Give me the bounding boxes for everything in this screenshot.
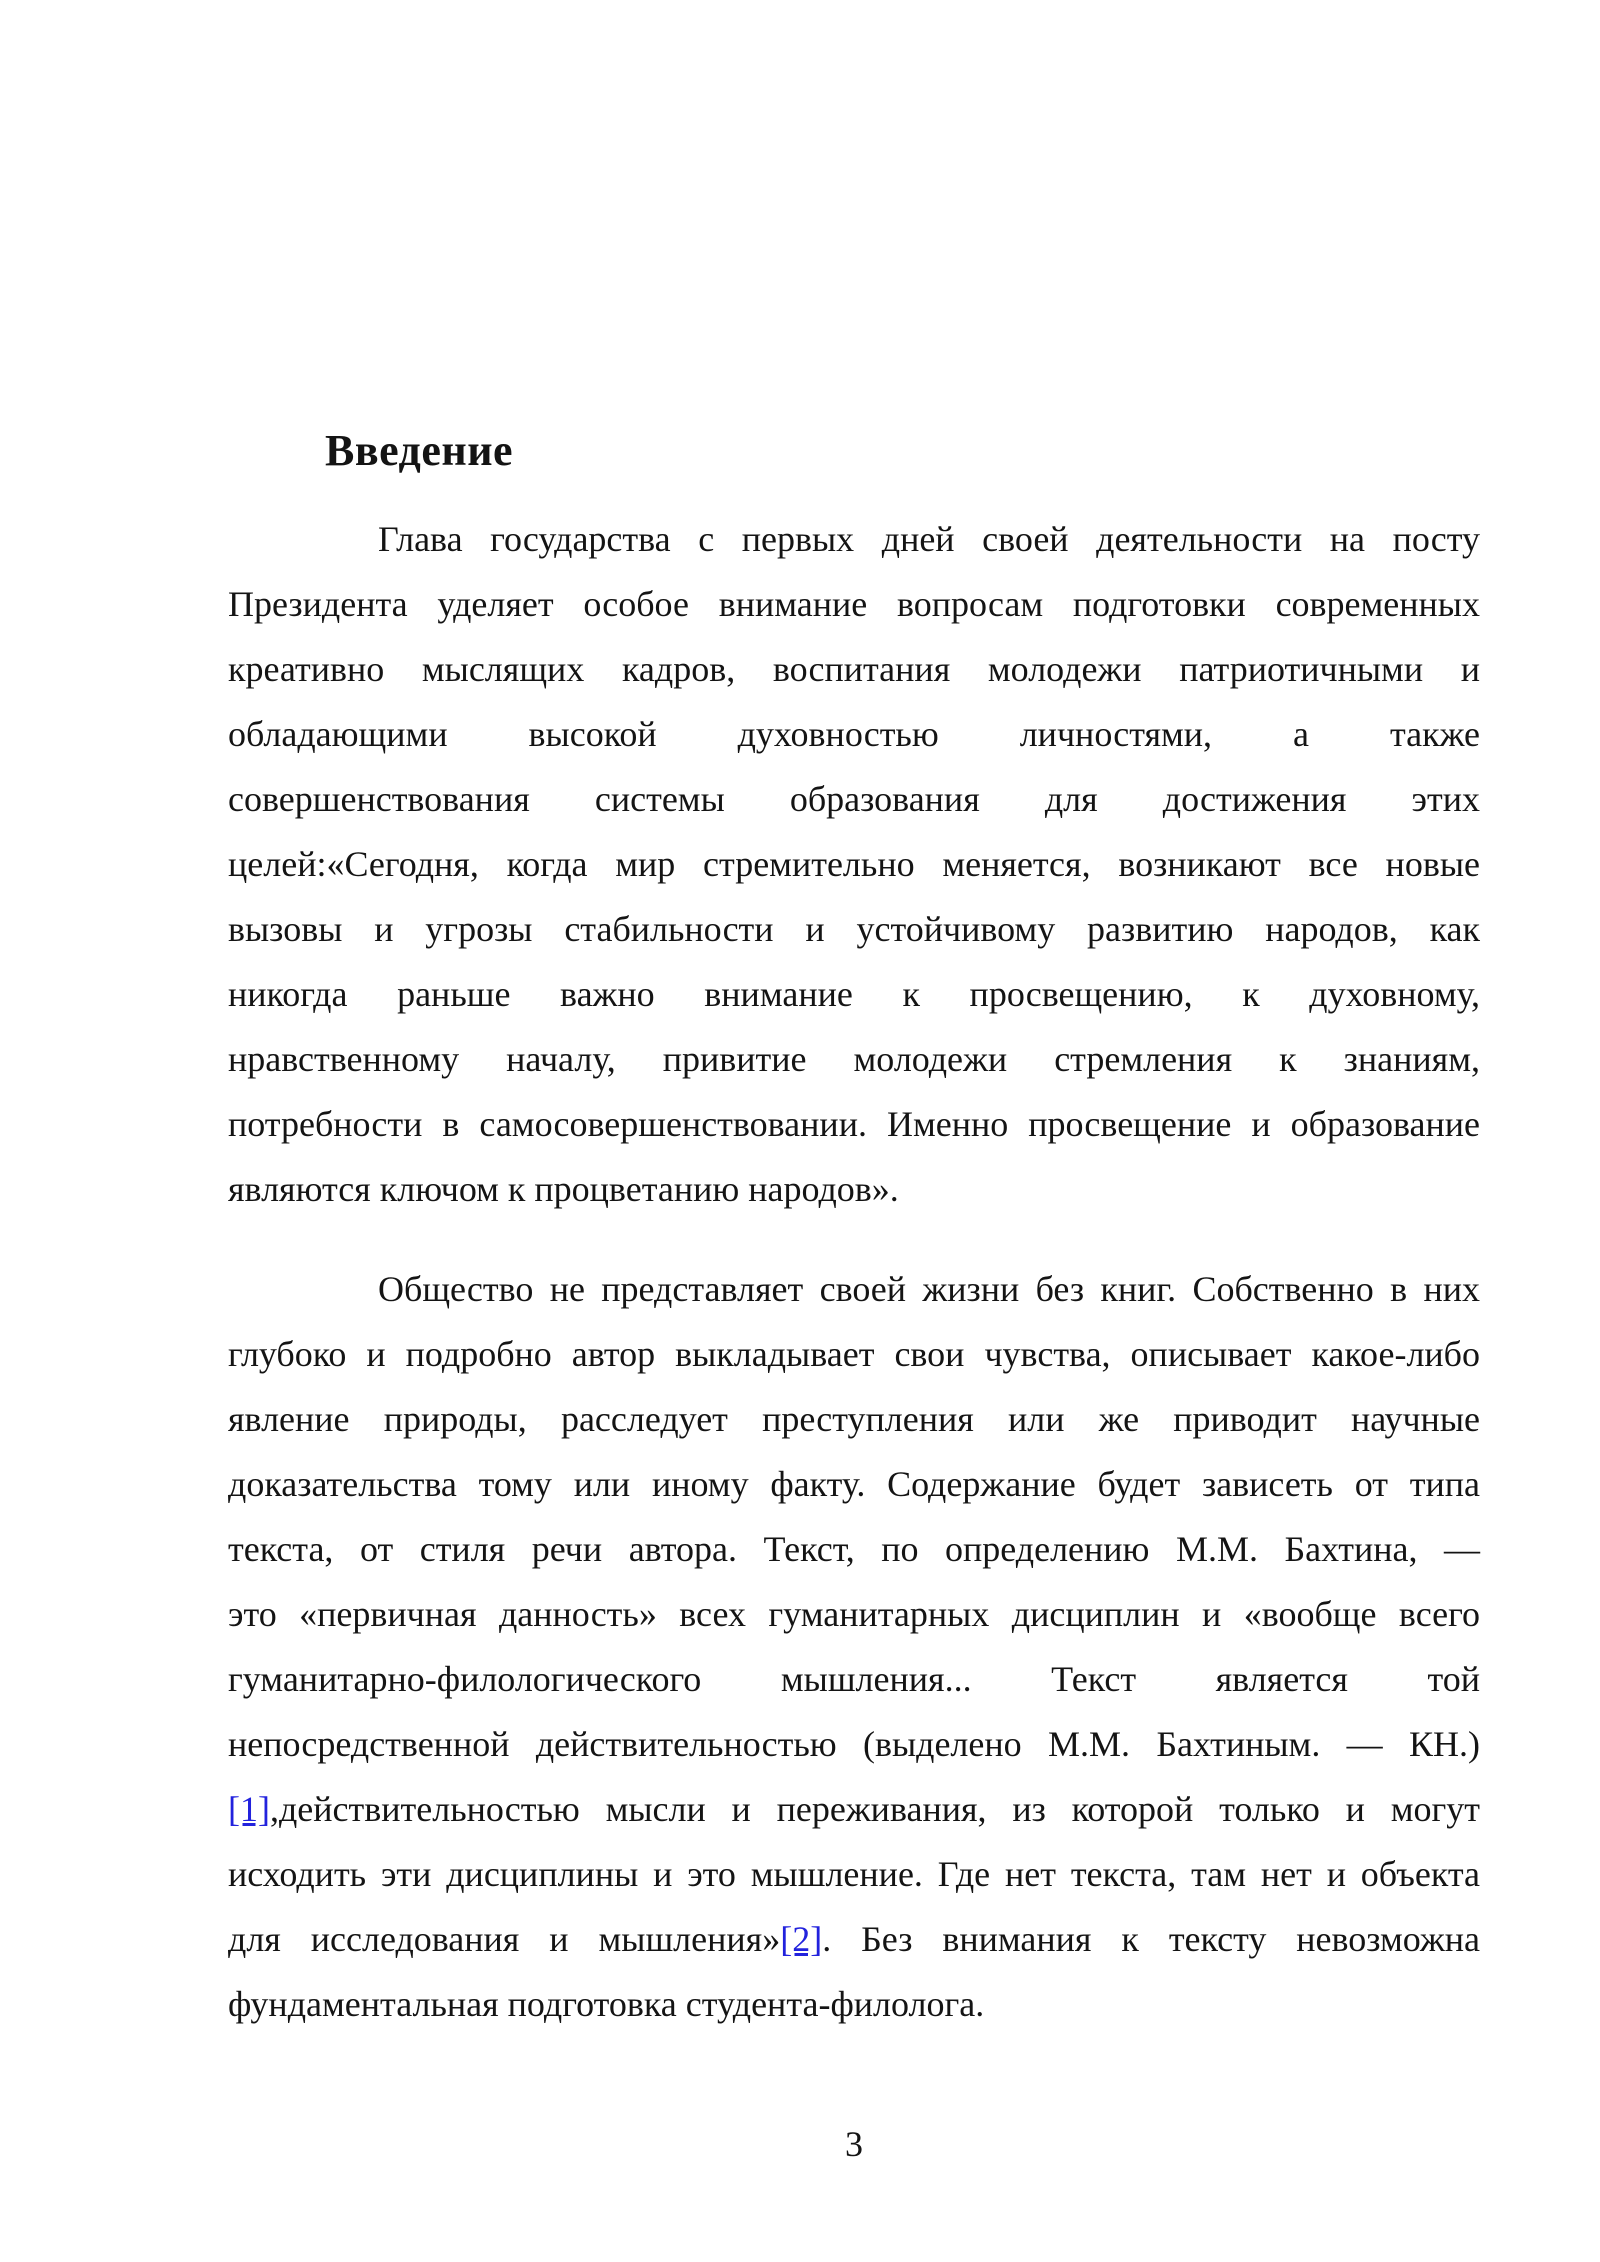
text-line — [228, 832, 1480, 897]
text-segment: фундаментальная подготовка студента-филолога. — [228, 1984, 985, 2024]
text-segment: вызовы и угрозы стабильности и устойчивому развитию народов, как — [228, 909, 1480, 949]
section-heading: Введение — [325, 426, 514, 475]
text-line — [228, 1452, 1480, 1517]
text-segment: ,действительностью мысли и переживания, из которой только и могут — [269, 1789, 1480, 1829]
text-segment: гуманитарно-филологического мышления... Текст является той — [228, 1659, 1480, 1699]
text-line — [228, 1842, 1480, 1907]
text-line — [228, 637, 1480, 702]
text-line — [228, 767, 1480, 832]
text-segment: потребности в самосовершенствовании. Именно просвещение и образование — [228, 1104, 1480, 1144]
text-segment: доказательства тому или иному факту. Содержание будет зависеть от типа — [228, 1464, 1480, 1504]
text-line — [228, 962, 1480, 1027]
text-line — [228, 1517, 1480, 1582]
text-segment: исходить эти дисциплины и это мышление. Где нет текста, там нет и объекта — [228, 1854, 1480, 1894]
text-line — [228, 1582, 1480, 1647]
text-segment: текста, от стиля речи автора. Текст, по определению М.М. Бахтина, — — [228, 1529, 1480, 1569]
text-segment: . Без внимания к тексту невозможна — [822, 1919, 1480, 1959]
document-page — [228, 0, 1480, 2037]
text-line — [228, 507, 1480, 572]
text-segment: являются ключом к процветанию народов». — [228, 1169, 899, 1209]
text-line — [228, 572, 1480, 637]
citation-link-1[interactable]: [1] — [228, 1789, 270, 1829]
text-line — [228, 1712, 1480, 1777]
text-line — [228, 1907, 1480, 1972]
text-segment: непосредственной действительностью (выделено М.М. Бахтиным. — КН.) — [228, 1724, 1480, 1764]
text-segment: явление природы, расследует преступления или же приводит научные — [228, 1399, 1480, 1439]
text-segment: нравственному началу, привитие молодежи стремления к знаниям, — [228, 1039, 1480, 1079]
text-segment: никогда раньше важно внимание к просвещению, к духовному, — [228, 974, 1480, 1014]
text-segment: совершенствования системы образования для достижения этих — [228, 779, 1480, 819]
text-segment: обладающими высокой духовностью личностями, а также — [228, 714, 1480, 754]
text-line — [228, 1322, 1480, 1387]
text-line — [228, 1027, 1480, 1092]
text-line — [228, 1972, 1480, 2037]
text-line — [228, 1387, 1480, 1452]
text-segment: целей:«Сегодня, когда мир стремительно меняется, возникают все новые — [228, 844, 1480, 884]
text-line — [228, 1647, 1480, 1712]
text-line — [228, 1777, 1480, 1842]
text-line — [228, 702, 1480, 767]
text-segment: Общество не представляет своей жизни без книг. Собственно в них — [378, 1269, 1480, 1309]
body-text — [228, 507, 1480, 2037]
citation-link-2[interactable]: [2] — [780, 1919, 823, 1959]
paragraph — [228, 1257, 1480, 2037]
paragraph — [228, 507, 1480, 1222]
text-segment: Глава государства с первых дней своей деятельности на посту — [378, 519, 1480, 559]
page-number: 3 — [845, 2124, 863, 2164]
text-line — [228, 1257, 1480, 1322]
text-segment: это «первичная данность» всех гуманитарных дисциплин и «вообще всего — [228, 1594, 1480, 1634]
text-segment: глубоко и подробно автор выкладывает свои чувства, описывает какое-либо — [228, 1334, 1480, 1374]
text-line — [228, 1092, 1480, 1157]
text-line — [228, 1157, 1480, 1222]
text-line — [228, 897, 1480, 962]
text-segment: креативно мыслящих кадров, воспитания молодежи патриотичными и — [228, 649, 1480, 689]
text-segment: Президента уделяет особое внимание вопросам подготовки современных — [228, 584, 1480, 624]
text-segment: для исследования и мышления» — [228, 1919, 781, 1959]
